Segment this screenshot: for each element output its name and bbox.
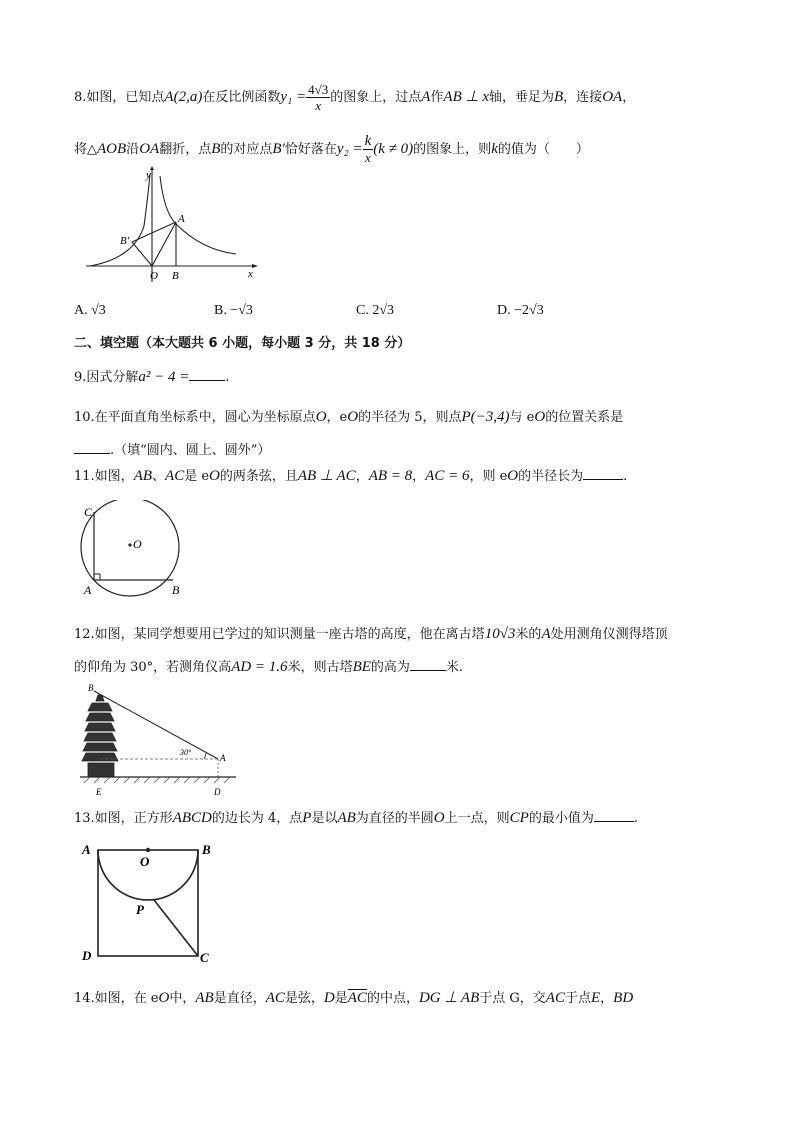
q11-text: 11.如图， xyxy=(74,469,134,484)
q14-text: 于点 xyxy=(564,991,591,1006)
q11-text: ， xyxy=(412,469,426,484)
pagoda-icon xyxy=(82,695,118,777)
q8-A: A xyxy=(421,89,431,105)
q13-blank[interactable] xyxy=(594,821,634,822)
q11 xyxy=(74,466,627,487)
q8-text: 在反比例函数 xyxy=(202,90,281,105)
label-A: A xyxy=(82,842,91,857)
section-heading: 二、填空题（本大题共 6 小题，每小题 3 分，共 18 分） xyxy=(74,336,411,351)
q8-text: 8.如图，已知点 xyxy=(74,90,165,105)
q12-ad: AD = 1.6 xyxy=(231,659,288,675)
q8-y1: y₁ = xyxy=(280,89,307,105)
q10-text: 的位置关系是 xyxy=(545,410,624,425)
label-D: D xyxy=(82,948,92,963)
q11-AC: AC xyxy=(165,468,185,484)
q13-AB: AB xyxy=(337,810,356,826)
q8-k: k xyxy=(491,141,498,157)
q10-text: 10.在平面直角坐标系中，圆心为坐标原点 xyxy=(74,410,316,425)
q11-ac6: AC = 6 xyxy=(425,468,470,484)
label-D: D xyxy=(214,787,221,797)
label-B: B xyxy=(202,842,211,857)
label-B: B xyxy=(88,683,94,693)
q14-text: 于点 G，交 xyxy=(479,991,546,1006)
q13-text: 上一点，则 xyxy=(444,811,510,826)
q12-text: 米，则古塔 xyxy=(287,660,353,675)
q14 xyxy=(74,988,633,1009)
label-C: C xyxy=(84,505,93,519)
segment-OA xyxy=(152,222,176,266)
q12-figure xyxy=(80,683,240,801)
q8-text: 的值为（ ） xyxy=(497,142,589,157)
q14-text: 是弦， xyxy=(284,991,324,1006)
option-a[interactable]: A. √3 xyxy=(74,303,106,318)
q11-text: 是 e xyxy=(184,469,210,484)
q10-text: ，e xyxy=(326,410,348,425)
q13 xyxy=(74,808,638,829)
q10-O: O xyxy=(315,409,327,425)
label-x: x xyxy=(248,268,253,280)
label-C: C xyxy=(200,950,209,965)
center-dot xyxy=(146,848,150,852)
q11-O: O xyxy=(507,468,519,484)
q8-figure xyxy=(84,166,262,284)
q8-line1 xyxy=(74,82,635,113)
q8-text: 的图象上，则 xyxy=(413,142,492,157)
right-angle-mark xyxy=(94,574,100,580)
q8-text: 恰好落在 xyxy=(284,142,337,157)
q8-y2: y₂ = xyxy=(336,141,363,157)
q12-text: 12.如图，某同学想要用已学过的知识测量一座古塔的高度，他在离古塔 xyxy=(74,627,485,642)
label-A: A xyxy=(220,753,226,763)
q9-end: . xyxy=(225,370,230,385)
q14-O: O xyxy=(158,990,170,1006)
q11-text: 、 xyxy=(152,469,166,484)
q8-text: 的图象上，过点 xyxy=(330,90,422,105)
label-y: y xyxy=(146,169,151,181)
q9 xyxy=(74,367,230,388)
q12-line2 xyxy=(74,657,463,678)
q13-CP: CP xyxy=(509,810,529,826)
q8-pointA: A(2,a) xyxy=(164,89,203,105)
label-B: B xyxy=(172,583,180,597)
q14-AC: AC xyxy=(265,990,285,1006)
angle-arc xyxy=(204,753,206,759)
q11-AB: AB xyxy=(133,468,153,484)
q8-k-num: k xyxy=(364,133,372,149)
circle-O xyxy=(81,500,179,596)
q8-AOB: AOB xyxy=(97,141,127,157)
q13-text: 13.如图，正方形 xyxy=(74,811,173,826)
q8-text: ，连接 xyxy=(563,90,603,105)
q11-text: 的两条弦，且 xyxy=(219,469,298,484)
label-P: P xyxy=(136,902,144,917)
q13-O: O xyxy=(433,810,445,826)
option-d[interactable]: D. −2√3 xyxy=(497,303,544,318)
q14-text: 是直径， xyxy=(213,991,266,1006)
q14-AC: AC xyxy=(545,990,565,1006)
q8-text: 沿 xyxy=(126,142,140,157)
q11-text: ， xyxy=(355,469,369,484)
q8-OA: OA xyxy=(602,89,623,105)
q8-text: 轴，垂足为 xyxy=(488,90,554,105)
q14-BD: BD xyxy=(613,990,634,1006)
q9-text: 9.因式分解 xyxy=(74,370,139,385)
label-A: A xyxy=(178,213,185,225)
q12-dist: 10√3 xyxy=(484,626,516,642)
q14-arcAC: $\overline{AC}$ xyxy=(347,990,367,1006)
q10-blank[interactable] xyxy=(74,453,110,454)
q13-text: 的边长为 4，点 xyxy=(211,811,303,826)
q11-text: ，则 e xyxy=(469,469,508,484)
q13-text: 的最小值为 xyxy=(528,811,594,826)
q14-E: E xyxy=(590,990,601,1006)
q10-text: 与 e xyxy=(509,410,535,425)
label-angle: 30° xyxy=(180,748,192,757)
q11-blank[interactable] xyxy=(583,479,623,480)
q8-text: 将△ xyxy=(74,142,97,157)
q8-B: B xyxy=(211,141,221,157)
label-E: E xyxy=(96,787,102,797)
label-O: O xyxy=(150,270,158,282)
right-hyperbola xyxy=(160,176,236,254)
q10-text: 的半径为 5，则点 xyxy=(358,410,462,425)
q14-text: ， xyxy=(600,991,614,1006)
q11-text: 的半径长为 xyxy=(518,469,584,484)
q8-Bprime: B′ xyxy=(272,141,285,157)
q12-text: 处用测角仪测得塔顶 xyxy=(550,627,668,642)
q11-O: O xyxy=(209,468,220,484)
segment-OBprime xyxy=(132,242,152,266)
x-arrow xyxy=(252,264,258,268)
q9-expr: a² − 4 = xyxy=(138,369,190,385)
q10-hint: .（填“圆内、圆上、圆外”） xyxy=(110,443,271,458)
q8-k-fraction xyxy=(363,134,374,165)
q8-frac-den: x xyxy=(315,98,322,113)
q14-D: D xyxy=(323,990,335,1006)
label-O: O xyxy=(140,854,150,869)
q13-ABCD: ABCD xyxy=(172,810,212,826)
q14-text: 中， xyxy=(169,991,196,1006)
q8-perp: AB ⊥ x xyxy=(443,89,489,105)
q9-blank[interactable] xyxy=(189,380,225,381)
q8-text: 作 xyxy=(430,90,444,105)
option-b[interactable]: B. −√3 xyxy=(214,303,253,318)
label-B: B xyxy=(172,270,179,282)
q13-text: 是以 xyxy=(311,811,338,826)
q10-O: O xyxy=(347,409,359,425)
q14-perp: DG ⊥ AB xyxy=(418,990,480,1006)
q12-text: 米的 xyxy=(515,627,542,642)
q14-text: 是 xyxy=(334,991,348,1006)
label-A: A xyxy=(84,583,92,597)
label-O: O xyxy=(133,537,142,551)
segment-PC xyxy=(154,900,198,956)
q8-text: 的对应点 xyxy=(220,142,273,157)
q8-kcond: (k ≠ 0) xyxy=(373,141,414,157)
segment-ABprime xyxy=(132,222,176,242)
q8-line2 xyxy=(74,134,589,165)
q12-line1 xyxy=(74,624,668,645)
q8-fraction xyxy=(306,82,330,113)
q10-line2 xyxy=(74,441,270,461)
q8-text: 翻折，点 xyxy=(159,142,212,157)
q8-OA: OA xyxy=(139,141,160,157)
ground-hatch xyxy=(84,777,230,783)
q12-text: 的仰角为 30°，若测角仪高 xyxy=(74,660,232,675)
option-c[interactable]: C. 2√3 xyxy=(356,303,395,318)
q10-line1 xyxy=(74,407,623,428)
q11-figure xyxy=(78,500,190,600)
q11-ab8: AB = 8 xyxy=(368,468,413,484)
q12-A: A xyxy=(541,626,551,642)
center-dot xyxy=(128,543,131,546)
q13-end: . xyxy=(633,811,638,826)
q12-BE: BE xyxy=(352,659,371,675)
q14-text: 的中点， xyxy=(366,991,419,1006)
q11-end: . xyxy=(623,469,628,484)
q10-O: O xyxy=(534,409,546,425)
q13-figure xyxy=(78,840,218,970)
q10-P: P(−3,4) xyxy=(461,409,510,425)
label-Bprime: B′ xyxy=(120,235,130,247)
q8-B: B xyxy=(554,89,564,105)
q13-text: 为直径的半圆 xyxy=(355,811,434,826)
q12-blank[interactable] xyxy=(410,670,446,671)
q14-AB: AB xyxy=(195,990,214,1006)
q8-text: ， xyxy=(622,90,636,105)
q8-k-den: x xyxy=(365,150,371,165)
q12-text: 的高为 xyxy=(370,660,410,675)
q12-text: 米. xyxy=(445,660,464,675)
q8-frac-num: 4√3 xyxy=(308,82,329,97)
q13-P: P xyxy=(302,810,312,826)
q14-text: 14.如图，在 e xyxy=(74,991,159,1006)
q11-perp: AB ⊥ AC xyxy=(297,468,356,484)
